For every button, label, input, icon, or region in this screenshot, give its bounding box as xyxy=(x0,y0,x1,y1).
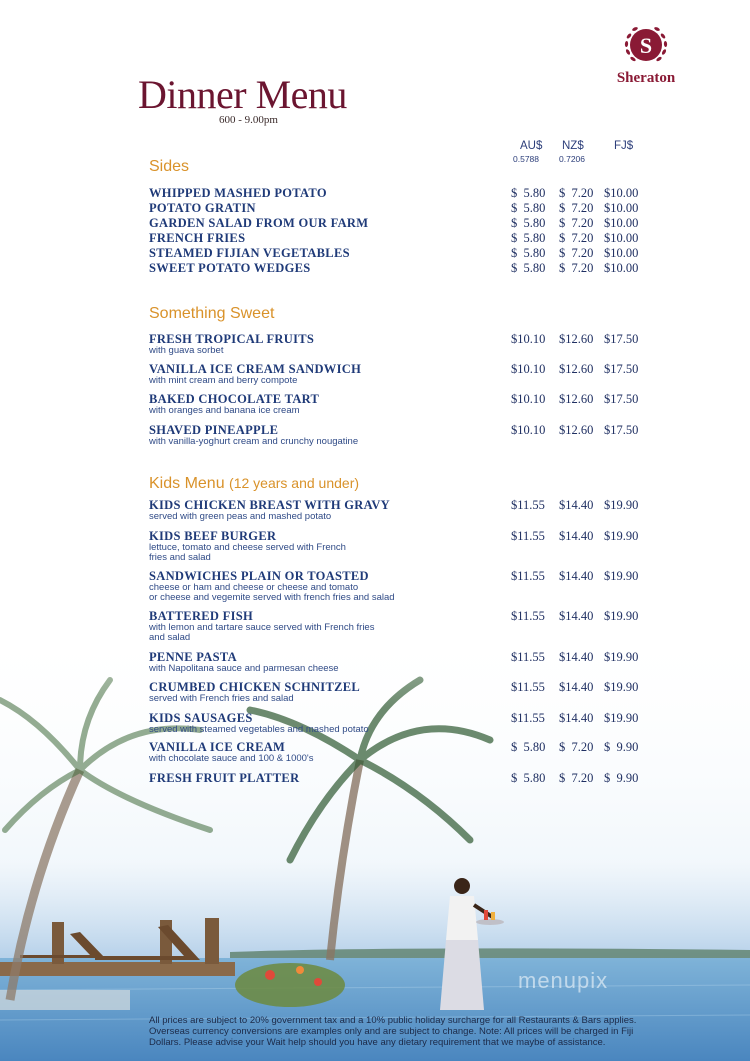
price-au: $ 5.80 xyxy=(511,261,546,275)
item-description: with mint cream and berry compote xyxy=(149,375,298,386)
section-title-kids-age: (12 years and under) xyxy=(229,475,360,491)
price-nz: $14.40 xyxy=(559,569,594,583)
price-fj: $10.00 xyxy=(604,216,639,230)
menu-item xyxy=(149,246,649,260)
menu-item xyxy=(149,650,649,674)
price-nz: $12.60 xyxy=(559,423,594,437)
item-name: GARDEN SALAD FROM OUR FARM xyxy=(149,216,369,230)
menu-item xyxy=(149,216,649,230)
price-fj: $10.00 xyxy=(604,201,639,215)
price-fj: $19.90 xyxy=(604,529,639,543)
item-name: PENNE PASTA xyxy=(149,650,237,664)
price-fj: $17.50 xyxy=(604,423,639,437)
price-nz: $12.60 xyxy=(559,362,594,376)
price-nz: $12.60 xyxy=(559,392,594,406)
currency-au-rate: 0.5788 xyxy=(513,154,539,164)
item-name: KIDS CHICKEN BREAST WITH GRAVY xyxy=(149,498,391,512)
price-fj: $ 9.90 xyxy=(604,771,639,785)
price-fj: $19.90 xyxy=(604,498,639,512)
footer-disclaimer xyxy=(149,1015,709,1048)
item-description: with Napolitana sauce and parmesan cheese xyxy=(149,663,339,674)
item-description: with oranges and banana ice cream xyxy=(149,405,300,416)
price-fj: $19.90 xyxy=(604,711,639,725)
item-name: FRESH FRUIT PLATTER xyxy=(149,771,300,785)
price-fj: $19.90 xyxy=(604,680,639,694)
price-au: $ 5.80 xyxy=(511,771,546,785)
price-fj: $17.50 xyxy=(604,332,639,346)
price-fj: $10.00 xyxy=(604,261,639,275)
sheraton-s-wreath-icon xyxy=(623,22,669,68)
footer-line: Dollars. Please advise your Wait help should you have any dietary requirement that we maybe of assistance. xyxy=(149,1037,606,1048)
price-fj: $19.90 xyxy=(604,609,639,623)
item-name: BAKED CHOCOLATE TART xyxy=(149,392,320,406)
menu-item xyxy=(149,201,649,215)
price-fj: $10.00 xyxy=(604,231,639,245)
brand-name: Sheraton xyxy=(616,70,676,86)
menu-item xyxy=(149,423,649,447)
menu-item xyxy=(149,498,649,522)
section-title-kids xyxy=(149,475,359,493)
item-description: served with green peas and mashed potato xyxy=(149,511,332,522)
menu-item xyxy=(149,186,649,200)
item-description: fries and salad xyxy=(149,552,211,563)
item-description: served with French fries and salad xyxy=(149,693,294,704)
price-au: $ 5.80 xyxy=(511,246,546,260)
price-nz: $ 7.20 xyxy=(559,261,594,275)
section-title-sweet: Something Sweet xyxy=(149,305,275,322)
price-au: $ 5.80 xyxy=(511,216,546,230)
price-nz: $12.60 xyxy=(559,332,594,346)
price-nz: $14.40 xyxy=(559,650,594,664)
svg-text:S: S xyxy=(639,33,653,58)
item-name: STEAMED FIJIAN VEGETABLES xyxy=(149,246,350,260)
menu-item xyxy=(149,392,649,416)
price-au: $10.10 xyxy=(511,423,546,437)
section-title-kids-label: Kids Menu xyxy=(149,475,225,492)
price-fj: $10.00 xyxy=(604,246,639,260)
menu-item xyxy=(149,609,649,643)
price-au: $ 5.80 xyxy=(511,201,546,215)
item-name: VANILLA ICE CREAM xyxy=(149,740,286,754)
price-nz: $ 7.20 xyxy=(559,216,594,230)
item-description: with lemon and tartare sauce served with French fries xyxy=(149,622,375,633)
item-description: and salad xyxy=(149,632,191,643)
watermark-text: menupix xyxy=(518,968,609,993)
page-title: Dinner Menu xyxy=(138,72,347,117)
price-au: $11.55 xyxy=(511,680,545,694)
price-nz: $14.40 xyxy=(559,609,594,623)
price-fj: $19.90 xyxy=(604,569,639,583)
menu-item xyxy=(149,362,649,386)
service-hours: 600 - 9.00pm xyxy=(219,114,278,126)
menu-item xyxy=(149,711,649,735)
item-name: SANDWICHES PLAIN OR TOASTED xyxy=(149,569,369,583)
price-nz: $ 7.20 xyxy=(559,771,594,785)
price-au: $ 5.80 xyxy=(511,740,546,754)
price-nz: $ 7.20 xyxy=(559,186,594,200)
menu-item xyxy=(149,680,649,704)
item-name: CRUMBED CHICKEN SCHNITZEL xyxy=(149,680,361,694)
item-name: POTATO GRATIN xyxy=(149,201,256,215)
item-name: BATTERED FISH xyxy=(149,609,254,623)
item-name: SWEET POTATO WEDGES xyxy=(149,261,311,275)
price-au: $10.10 xyxy=(511,332,546,346)
item-description: served with steamed vegetables and mashed potato xyxy=(149,724,369,735)
item-name: SHAVED PINEAPPLE xyxy=(149,423,279,437)
price-nz: $ 7.20 xyxy=(559,201,594,215)
price-au: $ 5.80 xyxy=(511,231,546,245)
item-description: cheese or ham and cheese or cheese and tomato xyxy=(149,582,359,593)
price-au: $11.55 xyxy=(511,711,545,725)
currency-nz-label: NZ$ xyxy=(562,140,584,152)
item-description: or cheese and vegemite served with french fries and salad xyxy=(149,592,395,603)
price-nz: $14.40 xyxy=(559,529,594,543)
menu-item xyxy=(149,332,649,356)
item-name: FRENCH FRIES xyxy=(149,231,246,245)
price-au: $11.55 xyxy=(511,609,545,623)
price-nz: $ 7.20 xyxy=(559,740,594,754)
price-fj: $10.00 xyxy=(604,186,639,200)
item-name: KIDS SAUSAGES xyxy=(149,711,253,725)
item-name: VANILLA ICE CREAM SANDWICH xyxy=(149,362,362,376)
price-fj: $19.90 xyxy=(604,650,639,664)
menu-item xyxy=(149,740,649,764)
price-fj: $17.50 xyxy=(604,362,639,376)
menu-item xyxy=(149,261,649,275)
item-description: with vanilla-yoghurt cream and crunchy nougatine xyxy=(149,436,359,447)
price-nz: $14.40 xyxy=(559,498,594,512)
currency-au-label: AU$ xyxy=(520,140,543,152)
price-au: $10.10 xyxy=(511,392,546,406)
price-nz: $14.40 xyxy=(559,711,594,725)
price-nz: $14.40 xyxy=(559,680,594,694)
price-fj: $17.50 xyxy=(604,392,639,406)
menu-item xyxy=(149,569,649,603)
sheraton-logo xyxy=(604,22,688,87)
item-name: WHIPPED MASHED POTATO xyxy=(149,186,327,200)
price-au: $10.10 xyxy=(511,362,546,376)
item-description: lettuce, tomato and cheese served with French xyxy=(149,542,346,553)
price-au: $11.55 xyxy=(511,569,545,583)
item-name: FRESH TROPICAL FRUITS xyxy=(149,332,315,346)
footer-line: All prices are subject to 20% government tax and a 10% public holiday surcharge for all Restaurants & Bars applies. xyxy=(149,1015,637,1026)
price-nz: $ 7.20 xyxy=(559,231,594,245)
price-au: $11.55 xyxy=(511,498,545,512)
menu-item xyxy=(149,529,649,563)
currency-fj-label: FJ$ xyxy=(614,140,634,152)
footer-line: Overseas currency conversions are examples only and are subject to change. Note: All prices will be charged in Fiji xyxy=(149,1026,634,1037)
price-nz: $ 7.20 xyxy=(559,246,594,260)
menu-item xyxy=(149,231,649,245)
item-name: KIDS BEEF BURGER xyxy=(149,529,277,543)
price-au: $11.55 xyxy=(511,650,545,664)
menu-item xyxy=(149,771,649,785)
item-description: with chocolate sauce and 100 & 1000's xyxy=(149,753,314,764)
currency-nz-rate: 0.7206 xyxy=(559,154,585,164)
price-fj: $ 9.90 xyxy=(604,740,639,754)
price-au: $11.55 xyxy=(511,529,545,543)
item-description: with guava sorbet xyxy=(149,345,224,356)
price-au: $ 5.80 xyxy=(511,186,546,200)
section-title-sides: Sides xyxy=(149,158,190,175)
